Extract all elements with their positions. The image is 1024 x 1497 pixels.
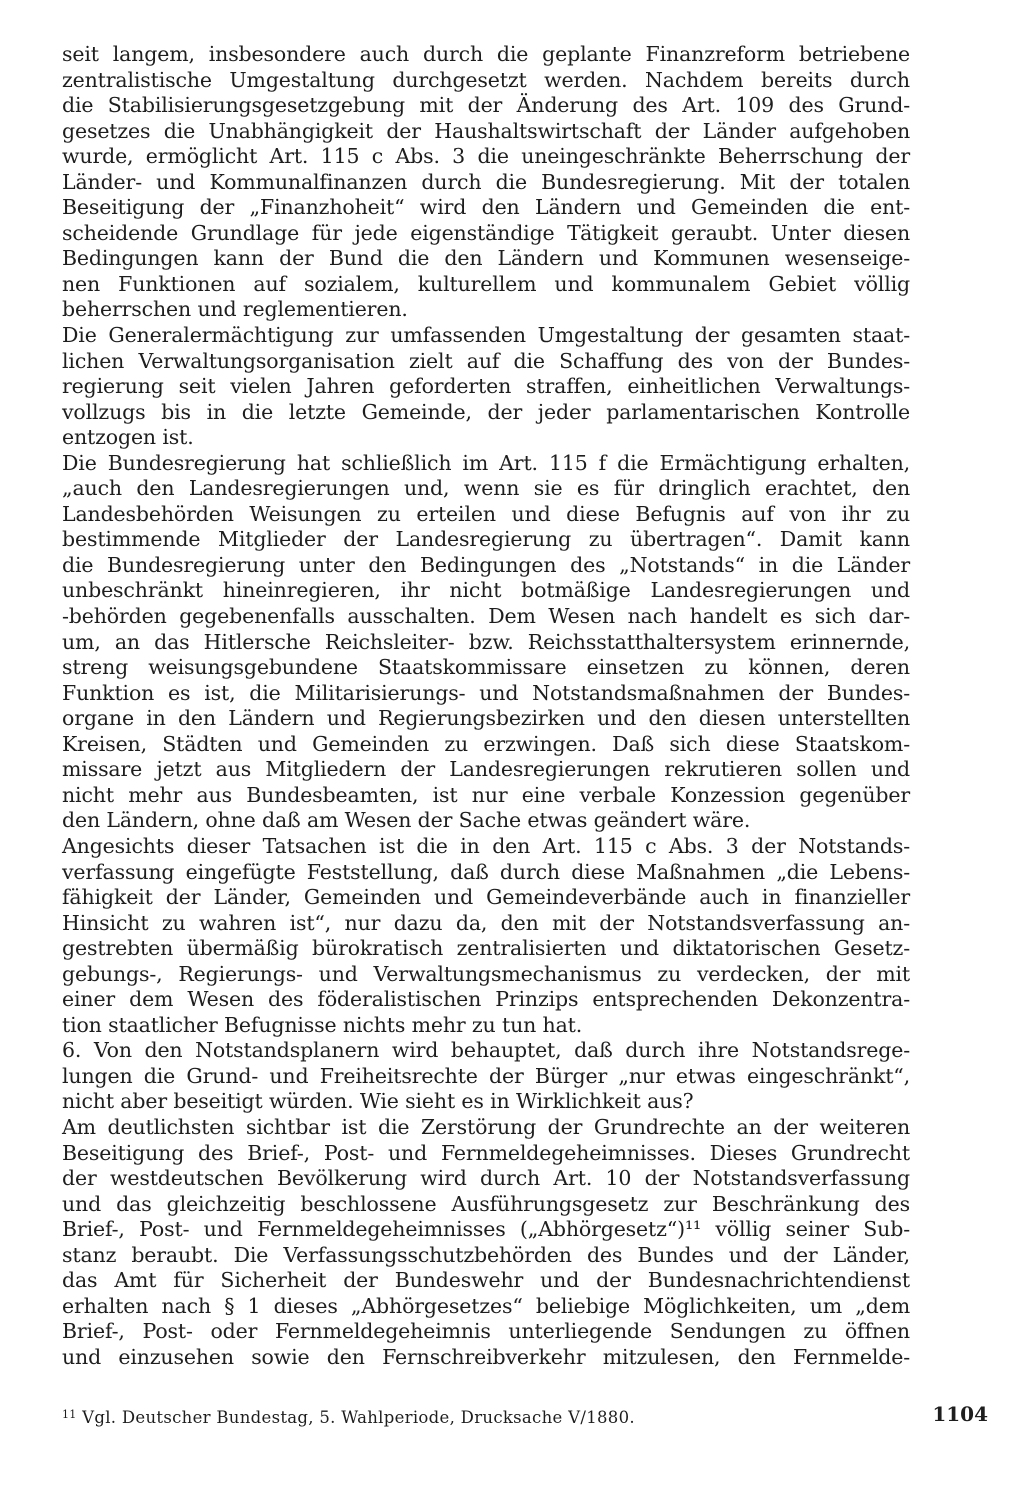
text-line: um, an das Hitlersche Reichsleiter- bzw. Reichsstatthaltersystem erinnernde, — [62, 629, 910, 654]
text-line: zentralistische Umgestaltung durchgesetzt werden. Nachdem bereits durch — [62, 67, 910, 92]
text-line: -behörden gegebenenfalls ausschalten. Dem Wesen nach handelt es sich dar- — [62, 604, 910, 629]
page-number: 1104 — [932, 1402, 988, 1426]
text-line: regierung seit vielen Jahren geforderten straffen, einheitlichen Verwaltungs- — [62, 374, 910, 399]
text-line: organe in den Ländern und Regierungsbezirken und den diesen unterstellten — [62, 706, 910, 731]
text-line: tion staatlicher Befugnisse nichts mehr zu tun hat. — [62, 1012, 583, 1037]
text-line: nicht mehr aus Bundesbeamten, ist nur eine verbale Konzession gegenüber — [62, 782, 910, 807]
text-line: scheidende Grundlage für jede eigenständige Tätigkeit geraubt. Unter diesen — [62, 220, 910, 245]
text-line: der westdeutschen Bevölkerung wird durch Art. 10 der Notstandsverfassung — [62, 1166, 910, 1191]
text-line: Beseitigung des Brief-, Post- und Fernmeldegeheimnisses. Dieses Grundrecht — [62, 1140, 910, 1165]
text-line: Die Generalermächtigung zur umfassenden Umgestaltung der gesamten staat- — [62, 323, 910, 348]
text-line: vollzugs bis in die letzte Gemeinde, der jeder parlamentarischen Kontrolle — [62, 399, 910, 424]
text-line: streng weisungsgebundene Staatskommissare einsetzen zu können, deren — [62, 655, 910, 680]
text-line: gebungs-, Regierungs- und Verwaltungsmechanismus zu verdecken, der mit — [62, 961, 910, 986]
text-line: lichen Verwaltungsorganisation zielt auf die Schaffung des von der Bundes- — [62, 348, 910, 373]
text-line: Angesichts dieser Tatsachen ist die in den Art. 115 c Abs. 3 der Notstands- — [62, 833, 910, 858]
footnote-text: Vgl. Deutscher Bundestag, 5. Wahlperiode, Drucksache V/1880. — [82, 1408, 635, 1427]
text-line: das Amt für Sicherheit der Bundeswehr und der Bundesnachrichtendienst — [62, 1268, 910, 1293]
text-line: fähigkeit der Länder, Gemeinden und Gemeindeverbände auch in finanzieller — [62, 885, 910, 910]
text-line: verfassung eingefügte Feststellung, daß durch diese Maßnahmen „die Lebens- — [62, 859, 910, 884]
text-line: und das gleichzeitig beschlossene Ausführungsgesetz zur Beschränkung des — [62, 1191, 910, 1216]
text-line: bestimmende Mitglieder der Landesregierung zu übertragen“. Damit kann — [62, 527, 910, 552]
text-line: nen Funktionen auf sozialem, kulturellem und kommunalem Gebiet völlig — [62, 271, 910, 296]
text-line: die Stabilisierungsgesetzgebung mit der Änderung des Art. 109 des Grund- — [62, 93, 910, 118]
text-line: unbeschränkt hineinregieren, ihr nicht botmäßige Landesregierungen und — [62, 578, 910, 603]
text-line: „auch den Landesregierungen und, wenn sie es für dringlich erachtet, den — [62, 476, 910, 501]
text-line: seit langem, insbesondere auch durch die geplante Finanzreform betriebene — [62, 42, 910, 66]
text-line: lungen die Grund- und Freiheitsrechte der Bürger „nur etwas eingeschränkt“, — [62, 1063, 910, 1088]
text-line: erhalten nach § 1 dieses „Abhörgesetzes“ beliebige Möglichkeiten, um „dem — [62, 1293, 910, 1318]
text-line: beherrschen und reglementieren. — [62, 297, 408, 322]
text-line: Brief-, Post- und Fernmeldegeheimnisses („Abhörgesetz“)¹¹ völlig seiner Sub- — [62, 1217, 910, 1242]
text-line: entzogen ist. — [62, 425, 194, 450]
text-line: wurde, ermöglicht Art. 115 c Abs. 3 die uneingeschränkte Beherrschung der — [62, 144, 910, 169]
text-line: Die Bundesregierung hat schließlich im Art. 115 f die Ermächtigung erhalten, — [62, 450, 910, 475]
text-line: und einzusehen sowie den Fernschreibverkehr mitzulesen, den Fernmelde- — [62, 1344, 910, 1369]
text-line: Funktion es ist, die Militarisierungs- und Notstandsmaßnahmen der Bundes- — [62, 680, 910, 705]
text-line: Brief-, Post- oder Fernmeldegeheimnis unterliegende Sendungen zu öffnen — [62, 1319, 910, 1344]
text-line: gesetzes die Unabhängigkeit der Haushaltswirtschaft der Länder aufgehoben — [62, 118, 910, 143]
page-footer — [62, 1402, 988, 1428]
text-line: Beseitigung der „Finanzhoheit“ wird den Ländern und Gemeinden die ent- — [62, 195, 910, 220]
text-line: Bedingungen kann der Bund die den Ländern und Kommunen wesenseige- — [62, 246, 910, 271]
page-body — [62, 42, 910, 1370]
text-line: die Bundesregierung unter den Bedingungen des „Notstands“ in die Länder — [62, 552, 910, 577]
text-line: Länder- und Kommunalfinanzen durch die Bundesregierung. Mit der totalen — [62, 169, 910, 194]
text-line: stanz beraubt. Die Verfassungsschutzbehörden des Bundes und der Länder, — [62, 1242, 910, 1267]
text-line: einer dem Wesen des föderalistischen Prinzips entsprechenden Dekonzentra- — [62, 987, 910, 1012]
footnote — [62, 1402, 635, 1431]
text-line: Kreisen, Städten und Gemeinden zu erzwingen. Daß sich diese Staatskom- — [62, 731, 910, 756]
text-line: gestrebten übermäßig bürokratisch zentralisierten und diktatorischen Gesetz- — [62, 936, 910, 961]
text-line: missare jetzt aus Mitgliedern der Landesregierungen rekrutieren sollen und — [62, 757, 910, 782]
text-line: 6. Von den Notstandsplanern wird behauptet, daß durch ihre Notstandsrege- — [62, 1038, 910, 1063]
text-line: nicht aber beseitigt würden. Wie sieht es in Wirklichkeit aus? — [62, 1089, 694, 1114]
text-line: den Ländern, ohne daß am Wesen der Sache etwas geändert wäre. — [62, 808, 751, 833]
footnote-marker: 11 — [62, 1408, 77, 1421]
text-line: Landesbehörden Weisungen zu erteilen und diese Befugnis auf von ihr zu — [62, 501, 910, 526]
text-line: Am deutlichsten sichtbar ist die Zerstörung der Grundrechte an der weiteren — [62, 1114, 910, 1139]
text-line: Hinsicht zu wahren ist“, nur dazu da, den mit der Notstandsverfassung an- — [62, 910, 910, 935]
